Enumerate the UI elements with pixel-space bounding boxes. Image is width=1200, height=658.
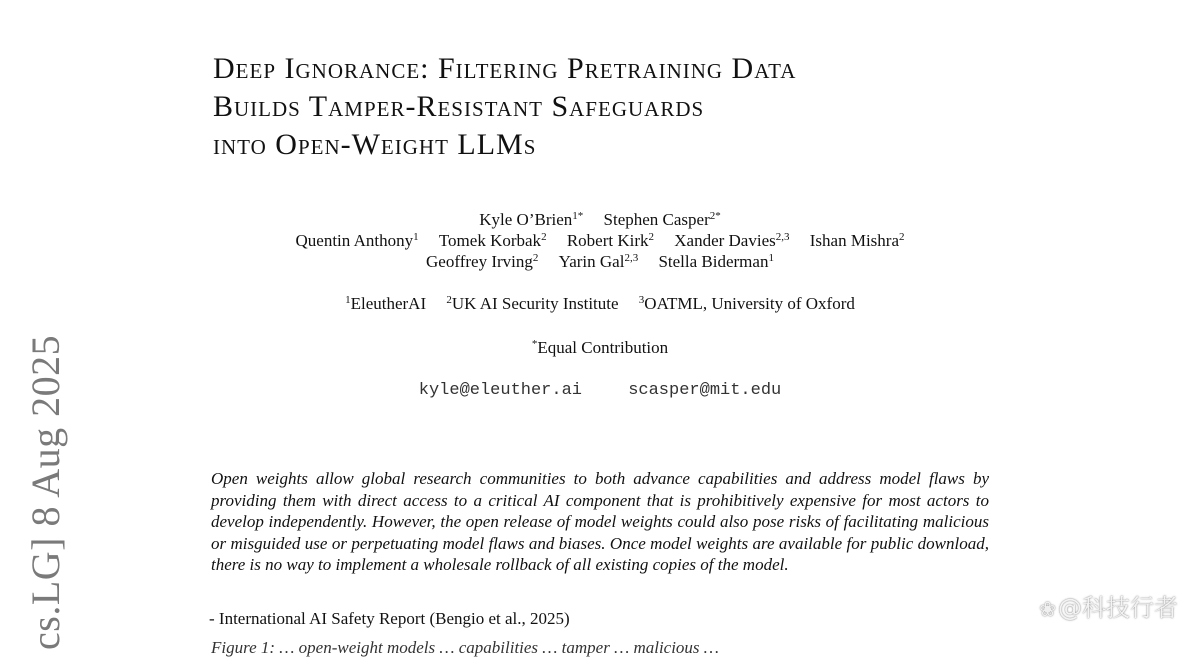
author-row	[0, 230, 1200, 251]
author: Ishan Mishra$^2$	[809, 231, 905, 250]
author: Stephen Casper$^{2*}$	[603, 210, 721, 229]
email-link[interactable]: scasper@mit.edu	[628, 381, 782, 400]
title-line: into Open-Weight LLMs	[213, 128, 537, 161]
author-row	[0, 251, 1200, 272]
author: Kyle O’Brien$^{1*}$	[479, 210, 584, 229]
cut-off-caption: Figure 1: … open-weight models … capabilities … tamper … malicious …	[211, 638, 719, 657]
author-row	[0, 209, 1200, 230]
title-line: Builds Tamper-Resistant Safeguards	[213, 90, 705, 123]
affiliation: $^3$OATML, University of Oxford	[638, 294, 855, 313]
author: Xander Davies$^{2,3}$	[674, 231, 790, 250]
arxiv-identifier: cs.LG] 8 Aug 2025	[23, 334, 68, 650]
author: Quentin Anthony$^1$	[295, 231, 419, 250]
author: Stella Biderman$^1$	[658, 252, 774, 271]
author: Robert Kirk$^2$	[566, 231, 654, 250]
affiliation: $^2$UK AI Security Institute	[446, 294, 619, 313]
affiliations	[0, 294, 1200, 314]
author-list	[0, 209, 1200, 272]
email-link[interactable]: kyle@eleuther.ai	[418, 381, 582, 400]
paper-title	[213, 50, 1033, 164]
equal-contribution-note: *Equal Contribution	[531, 338, 669, 357]
affiliation: $^1$EleutherAI	[345, 294, 427, 313]
watermark: ❀@科技行者	[1039, 594, 1178, 622]
title-line: Deep Ignorance: Filtering Pretraining Data	[213, 52, 797, 85]
contact-emails	[0, 381, 1200, 400]
author: Geoffrey Irving$^2$	[426, 252, 539, 271]
epigraph-quote: Open weights allow global research communities to both advance capabilities and address model flaws by providing them with direct access to a critical AI component that is prohibitively expensive for most actors to develop independently. However, the open release of model weights could also pose risks of facilitating malicious or misguided use or perpetuating model flaws and biases. Once model weights are available for public download, there is no way to implement a wholesale rollback of all existing copies of the model.	[211, 469, 989, 575]
epigraph-attribution: - International AI Safety Report (Bengio et al., 2025)	[209, 609, 570, 628]
author: Tomek Korbak$^2$	[438, 231, 547, 250]
author: Yarin Gal$^{2,3}$	[558, 252, 639, 271]
paw-icon: ❀	[1039, 597, 1056, 621]
